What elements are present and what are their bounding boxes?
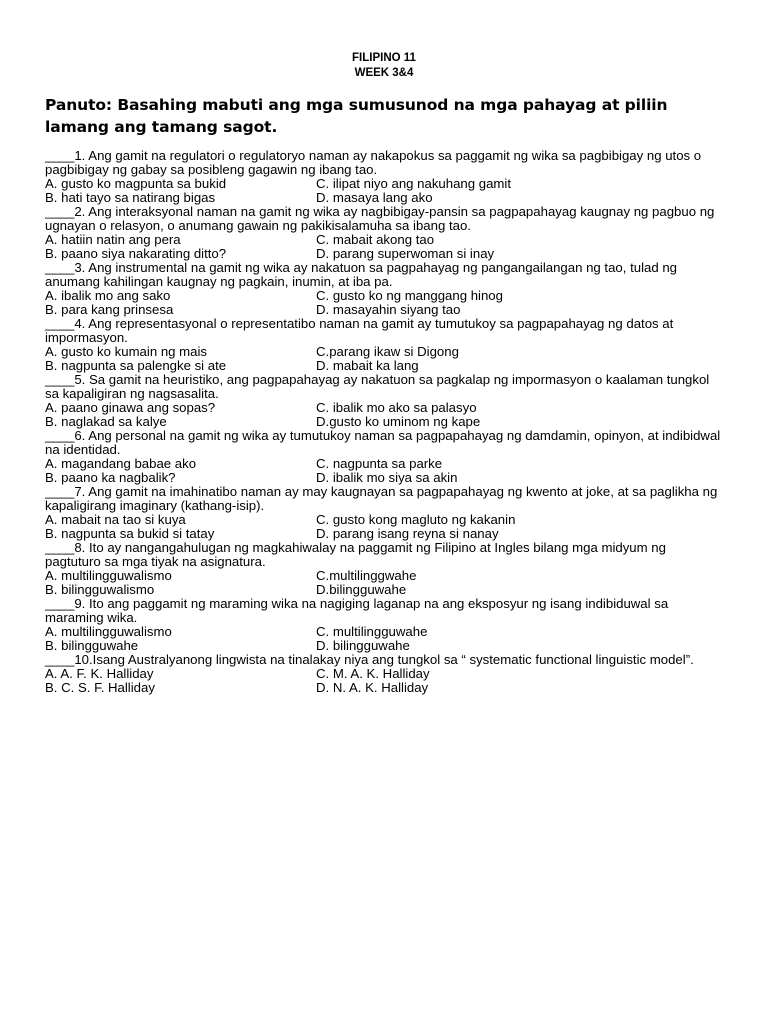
choice-b: B. nagpunta sa bukid si tatay — [45, 526, 215, 541]
instruction-text: Panuto: Basahing mabuti ang mga sumusunod na mga pahayag at piliin lamang ang tamang sagot. — [45, 96, 668, 136]
choice-row — [45, 345, 725, 359]
choice-row — [45, 583, 725, 597]
question-item — [45, 149, 725, 205]
question-text: ____7. Ang gamit na imahinatibo naman ay may kaugnayan sa pagpapahayag ng kwento at joke, at sa paglikha ng kapaligirang imaginary (kathang-isip). — [45, 484, 718, 513]
choice-a: A. hatiin natin ang pera — [45, 232, 181, 247]
question-item — [45, 429, 725, 485]
choice-d: D. mabait ka lang — [316, 358, 419, 373]
question-item — [45, 205, 725, 261]
document-header — [0, 51, 768, 81]
choice-c: C. gusto ko ng manggang hinog — [316, 288, 503, 303]
choice-c: C. ibalik mo ako sa palasyo — [316, 400, 477, 415]
choice-row — [45, 569, 725, 583]
choice-row — [45, 303, 725, 317]
choice-b: B. bilingguwahe — [45, 638, 139, 653]
choice-row — [45, 191, 725, 205]
choice-a: A. ibalik mo ang sako — [45, 288, 171, 303]
choice-c: C.multilinggwahe — [316, 568, 417, 583]
choice-d: D. ibalik mo siya sa akin — [316, 470, 458, 485]
choice-c: C. gusto kong magluto ng kakanin — [316, 512, 516, 527]
choice-c: C. multilingguwahe — [316, 624, 428, 639]
choice-row — [45, 625, 725, 639]
question-text: ____1. Ang gamit na regulatori o regulatoryo naman ay nakapokus sa paggamit ng wika sa pagbibigay ng utos o pagbibigay ng gabay sa posibleng gagawin ng ibang tao. — [45, 148, 702, 177]
question-text: ____10.Isang Australyanong lingwista na tinalakay niya ang tungkol sa “ systematic functional linguistic model”. — [45, 652, 694, 667]
question-item — [45, 317, 725, 373]
choice-a: A. gusto ko magpunta sa bukid — [45, 176, 227, 191]
choice-row — [45, 639, 725, 653]
choice-row — [45, 527, 725, 541]
choice-d: D. parang isang reyna si nanay — [316, 526, 499, 541]
choice-row — [45, 289, 725, 303]
week-title: WEEK 3&4 — [354, 67, 414, 79]
choice-b: B. C. S. F. Halliday — [45, 680, 155, 695]
question-item — [45, 597, 725, 653]
question-text: ____2. Ang interaksyonal naman na gamit ng wika ay nagbibigay-pansin sa pagpapahayag kaugnay ng pagbuo ng ugnayan o relasyon, o anumang gawain ng pakikisalamuha sa ibang tao. — [45, 204, 715, 233]
choice-d: D.gusto ko uminom ng kape — [316, 414, 481, 429]
choice-d: D. N. A. K. Halliday — [316, 680, 429, 695]
choice-c: C. ilipat niyo ang nakuhang gamit — [316, 176, 512, 191]
choice-row — [45, 415, 725, 429]
choice-a: A. A. F. K. Halliday — [45, 666, 154, 681]
question-item — [45, 373, 725, 429]
choice-row — [45, 471, 725, 485]
choice-a: A. paano ginawa ang sopas? — [45, 400, 216, 415]
question-list — [45, 149, 725, 695]
choice-c: C.parang ikaw si Digong — [316, 344, 459, 359]
question-item — [45, 541, 725, 597]
choice-b: B. para kang prinsesa — [45, 302, 174, 317]
choice-b: B. hati tayo sa natirang bigas — [45, 190, 216, 205]
choice-row — [45, 247, 725, 261]
choice-d: D.bilingguwahe — [316, 582, 407, 597]
choice-row — [45, 177, 725, 191]
choice-b: B. naglakad sa kalye — [45, 414, 167, 429]
question-text: ____9. Ito ang paggamit ng maraming wika na nagiging laganap na ang eksposyur ng isang indibiduwal sa maraming wika. — [45, 596, 669, 625]
choice-c: C. mabait akong tao — [316, 232, 435, 247]
choice-row — [45, 233, 725, 247]
choice-a: A. multilingguwalismo — [45, 568, 172, 583]
subject-title: FILIPINO 11 — [352, 52, 416, 64]
question-text: ____4. Ang representasyonal o representatibo naman na gamit ay tumutukoy sa pagpapahayag ng datos at impormasyon. — [45, 316, 674, 345]
choice-c: C. nagpunta sa parke — [316, 456, 443, 471]
question-text: ____5. Sa gamit na heuristiko, ang pagpapahayag ay nakatuon sa pagkalap ng impormasyon o kaalaman tungkol sa kapaligiran ng nagsasalita. — [45, 372, 710, 401]
choice-row — [45, 667, 725, 681]
choice-row — [45, 513, 725, 527]
question-item — [45, 261, 725, 317]
choice-b: B. nagpunta sa palengke si ate — [45, 358, 227, 373]
choice-d: D. bilingguwahe — [316, 638, 410, 653]
choice-b: B. bilingguwalismo — [45, 582, 155, 597]
choice-d: D. masayahin siyang tao — [316, 302, 461, 317]
choice-c: C. M. A. K. Halliday — [316, 666, 430, 681]
choice-row — [45, 401, 725, 415]
question-text: ____8. Ito ay nangangahulugan ng magkahiwalay na paggamit ng Filipino at Ingles bilang mga midyum ng pagtuturo sa mga tiyak na asignatura. — [45, 540, 666, 569]
choice-row — [45, 681, 725, 695]
choice-row — [45, 457, 725, 471]
choice-row — [45, 359, 725, 373]
question-text: ____6. Ang personal na gamit ng wika ay tumutukoy naman sa pagpapahayag ng damdamin, opinyon, at indibidwal na identidad. — [45, 428, 721, 457]
choice-a: A. mabait na tao si kuya — [45, 512, 186, 527]
choice-a: A. gusto ko kumain ng mais — [45, 344, 207, 359]
choice-d: D. parang superwoman si inay — [316, 246, 495, 261]
question-item — [45, 485, 725, 541]
choice-a: A. multilingguwalismo — [45, 624, 172, 639]
question-item — [45, 653, 725, 695]
choice-b: B. paano siya nakarating ditto? — [45, 246, 227, 261]
choice-a: A. magandang babae ako — [45, 456, 197, 471]
question-text: ____3. Ang instrumental na gamit ng wika ay nakatuon sa pagpahayag ng pangangailangan ng tao, tulad ng anumang kahilingan kaugnay ng pagkain, inumin, at iba pa. — [45, 260, 678, 289]
choice-d: D. masaya lang ako — [316, 190, 433, 205]
choice-b: B. paano ka nagbalik? — [45, 470, 176, 485]
